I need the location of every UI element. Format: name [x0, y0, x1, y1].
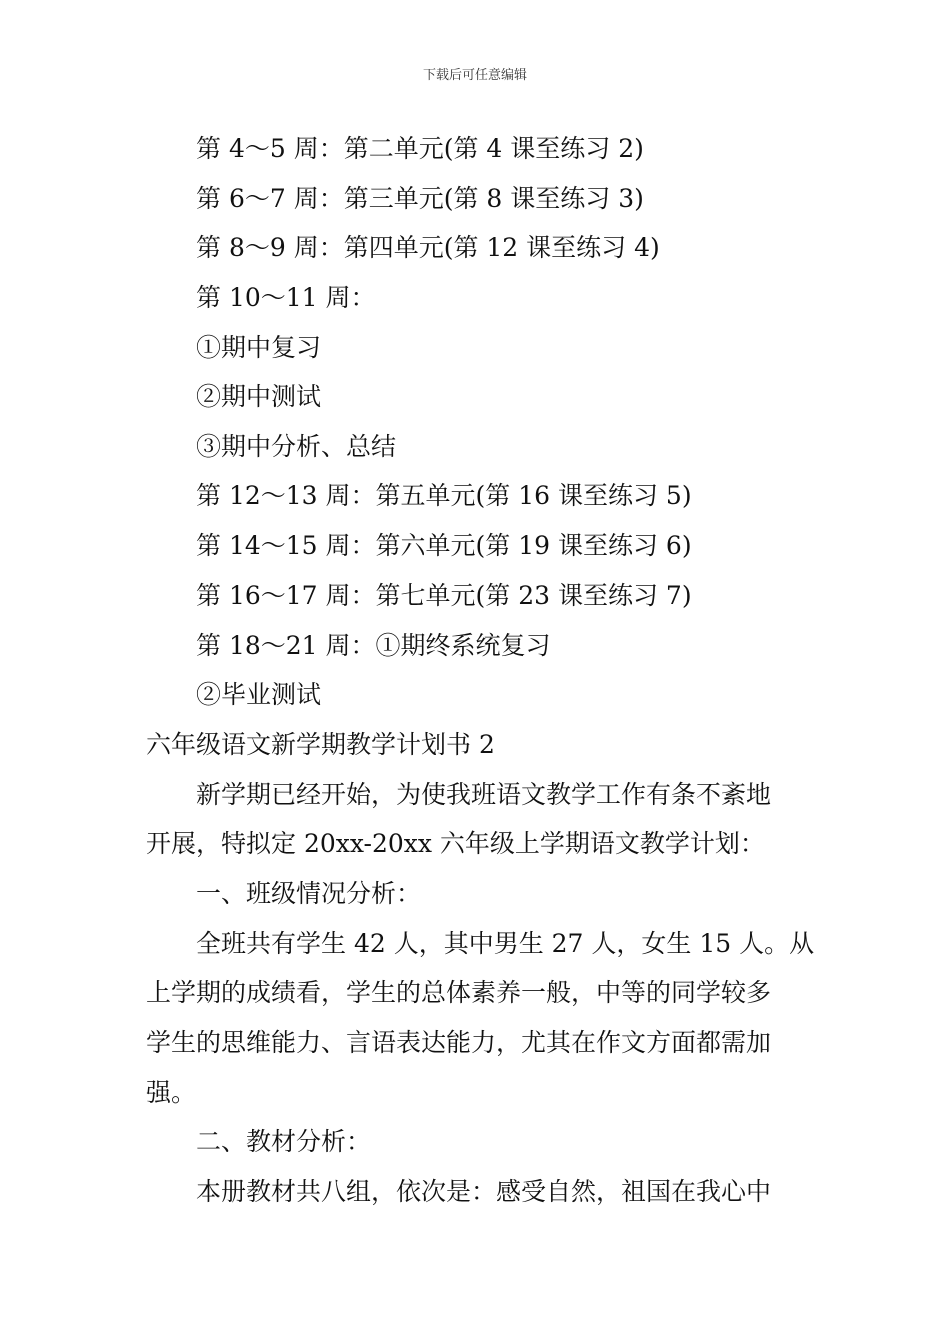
section-title: 六年级语文新学期教学计划书 2	[146, 730, 495, 759]
paragraph-line: 全班共有学生 42 人，其中男生 27 人，女生 15 人。从	[196, 929, 815, 958]
schedule-line: 第 10～11 周：	[196, 283, 376, 312]
schedule-line: 第 14～15 周：第六单元(第 19 课至练习 6)	[196, 531, 692, 560]
schedule-line: 第 4～5 周：第二单元(第 4 课至练习 2)	[196, 134, 644, 163]
paragraph-line: 上学期的成绩看，学生的总体素养一般，中等的同学较多	[146, 978, 772, 1007]
paragraph-line: 本册教材共八组，依次是：感受自然，祖国在我心中	[196, 1177, 772, 1206]
paragraph-line: 学生的思维能力、言语表达能力，尤其在作文方面都需加	[146, 1028, 772, 1057]
schedule-line: 第 12～13 周：第五单元(第 16 课至练习 5)	[196, 481, 692, 510]
schedule-line: 第 6～7 周：第三单元(第 8 课至练习 3)	[196, 184, 644, 213]
page-header-note: 下载后可任意编辑	[422, 68, 527, 83]
paragraph-line: 新学期已经开始，为使我班语文教学工作有条不紊地	[196, 780, 772, 809]
schedule-line: ②毕业测试	[196, 680, 322, 709]
schedule-line: 第 16～17 周：第七单元(第 23 课至练习 7)	[196, 581, 692, 610]
paragraph-line: 开展，特拟定 20xx-20xx 六年级上学期语文教学计划：	[146, 829, 765, 858]
subheading: 二、教材分析：	[196, 1127, 372, 1156]
schedule-line: ②期中测试	[196, 382, 322, 411]
schedule-line: ①期中复习	[196, 333, 322, 362]
subheading: 一、班级情况分析：	[196, 879, 422, 908]
schedule-line: ③期中分析、总结	[196, 432, 397, 461]
schedule-line: 第 8～9 周：第四单元(第 12 课至练习 4)	[196, 233, 660, 262]
schedule-line: 第 18～21 周：①期终系统复习	[196, 631, 551, 660]
paragraph-line: 强。	[146, 1078, 197, 1107]
